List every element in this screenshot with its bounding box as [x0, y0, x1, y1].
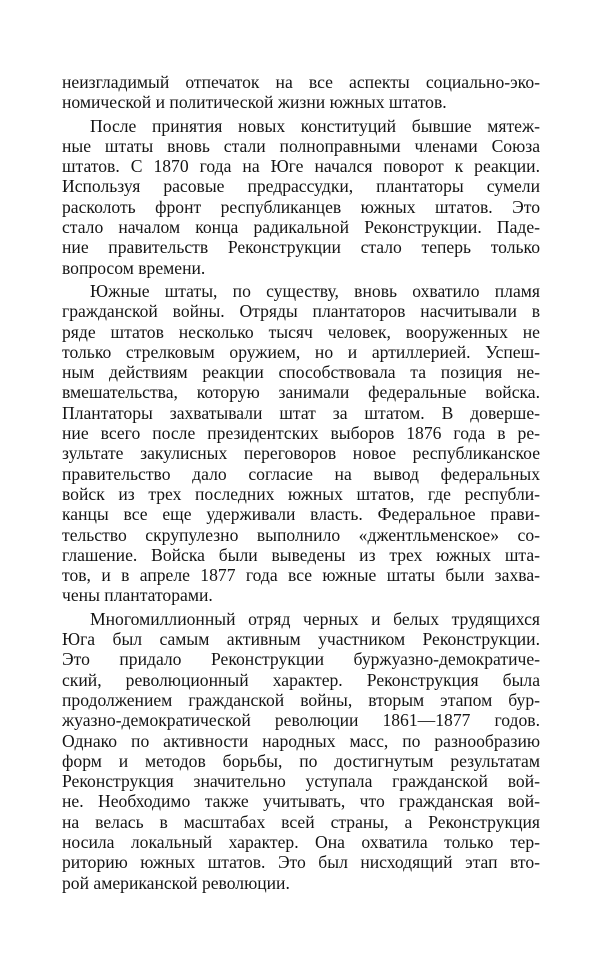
text-line: чены плантаторами.	[62, 585, 213, 606]
text-line: не. Необходимо также учитывать, что гражданская вой-	[62, 791, 540, 812]
text-line: канцы все еще удерживали власть. Федеральное прави-	[62, 504, 540, 525]
text-line: рой американской революции.	[62, 872, 290, 893]
text-line: ряде штатов несколько тысяч человек, вооруженных не	[62, 321, 540, 342]
text-line: форм и методов борьбы, по достигнутым результатам	[62, 750, 540, 771]
paragraph-3	[62, 281, 540, 606]
text-line: После принятия новых конституций бывшие мятеж-	[90, 115, 540, 136]
paragraph-4	[62, 609, 540, 893]
text-line: Однако по активности народных масс, по разнообразию	[62, 730, 540, 751]
text-line: тельство скрупулезно выполнило «джентльменское» со-	[62, 524, 540, 545]
text-line: неизгладимый отпечаток на все аспекты социально-эко-	[62, 72, 540, 92]
text-line: на велась в масштабах всей страны, а Реконструкция	[62, 811, 540, 832]
text-line: продолжением гражданской войны, вторым этапом бур-	[62, 689, 540, 710]
text-line: Это придало Реконструкции буржуазно-демократиче-	[62, 649, 540, 670]
text-line: вопросом времени.	[62, 257, 206, 278]
text-line: Плантаторы захватывали штат за штатом. В доверше-	[62, 402, 540, 423]
text-line: стало началом конца радикальной Реконструкции. Паде-	[62, 217, 540, 238]
text-line: носила локальный характер. Она охватила только тер-	[62, 831, 540, 852]
text-line: только стрелковым оружием, но и артиллерией. Успеш-	[62, 341, 540, 362]
paragraph-2	[62, 116, 540, 278]
text-line: ский, революционный характер. Реконструкция была	[62, 669, 540, 690]
text-line: зультате закулисных переговоров новое республиканское	[62, 443, 540, 464]
text-line: штатов. С 1870 года на Юге начался поворот к реакции.	[62, 156, 540, 177]
text-line: риторию южных штатов. Это был нисходящий этап вто-	[62, 852, 540, 873]
text-line: вмешательства, которую занимали федеральные войска.	[62, 382, 540, 403]
text-line: ным действиям реакции способствовала та позиция не-	[62, 362, 540, 383]
text-line: ные штаты вновь стали полноправными членами Союза	[62, 135, 540, 156]
text-line: войск из трех последних южных штатов, где республи-	[62, 483, 540, 504]
text-line: правительство дало согласие на вывод федеральных	[62, 463, 540, 484]
text-line: номической и политической жизни южных штатов.	[62, 92, 447, 113]
text-line: глашение. Войска были выведены из трех южных шта-	[62, 544, 540, 565]
text-line: ние правительств Реконструкции стало теперь только	[62, 237, 540, 258]
text-line: Южные штаты, по существу, вновь охватило пламя	[90, 280, 540, 301]
page-text	[62, 72, 540, 893]
text-line: Многомиллионный отряд черных и белых трудящихся	[90, 608, 540, 629]
text-line: расколоть фронт республиканцев южных штатов. Это	[62, 196, 540, 217]
paragraph-1	[62, 72, 540, 113]
text-line: жуазно-демократической революции 1861—1877 годов.	[62, 710, 540, 731]
text-line: Реконструкция значительно уступала гражданской вой-	[62, 771, 540, 792]
text-line: гражданской войны. Отряды плантаторов насчитывали в	[62, 301, 540, 322]
text-line: Используя расовые предрассудки, плантаторы сумели	[62, 176, 540, 197]
text-line: тов, и в апреле 1877 года все южные штаты были захва-	[62, 565, 540, 586]
text-line: ние всего после президентских выборов 1876 года в ре-	[62, 423, 540, 444]
text-line: Юга был самым активным участником Реконструкции.	[62, 629, 540, 650]
